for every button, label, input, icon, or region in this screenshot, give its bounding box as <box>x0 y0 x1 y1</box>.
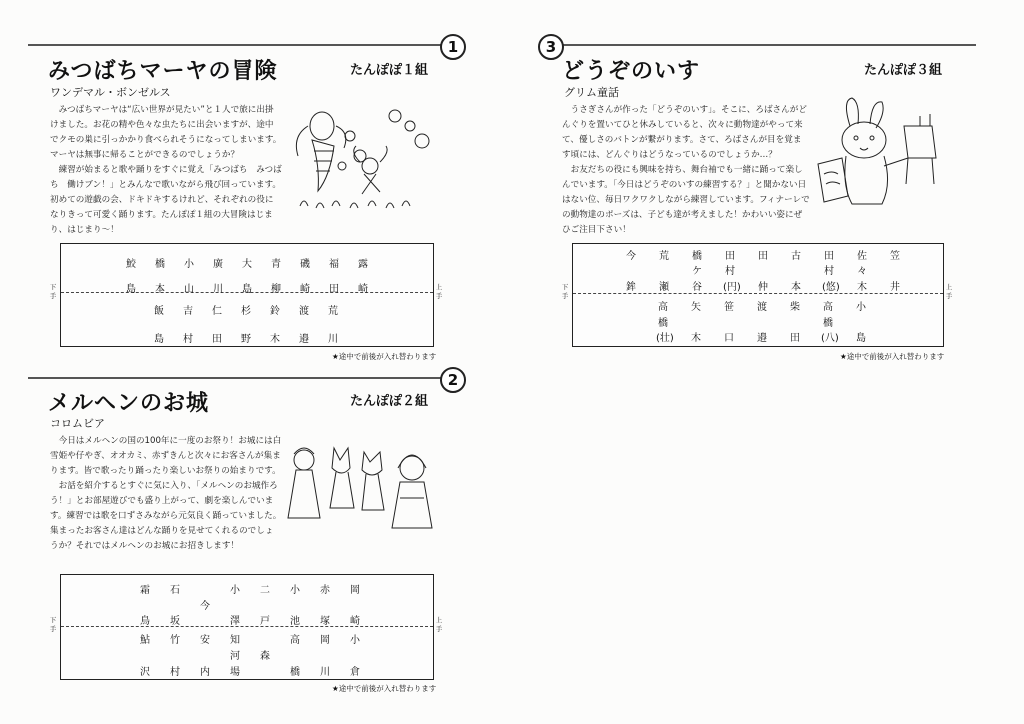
stage-name-cell: 鳥 <box>140 616 150 627</box>
stage-name-cell: 島 <box>242 284 252 295</box>
section-3-rule <box>548 44 976 46</box>
fairytale-characters-illustration <box>282 438 440 538</box>
stage-name-cell: 高 <box>823 302 833 313</box>
stage-name-cell: 瀬 <box>659 282 669 293</box>
stage-name-cell: 安 <box>200 635 210 646</box>
stage-name-cell: 内 <box>200 667 210 678</box>
stage-name-cell: 鮫 <box>126 259 136 270</box>
section-1-paragraph-1: みつばちマーヤは“広い世界が見たい”と１人で旅に出掛けました。お花の精や色々な虫たちに出会いますが、途中でクモの巣に引っかかり食べられそうになってしまいます。マーヤは無事に帰ることができるのでしょうか？ <box>50 105 282 160</box>
stage-name-cell: 橋 <box>823 318 833 329</box>
section-2-stage-note: ★途中で前後が入れ替わります <box>332 684 437 693</box>
stage-name-cell: 倉 <box>350 667 360 678</box>
stage-name-cell: 島 <box>154 334 164 345</box>
stage-name-cell: 二 <box>260 585 270 596</box>
section-1-number-badge: 1 <box>440 34 466 60</box>
stage-name-cell: 大 <box>242 259 252 270</box>
stage-name-cell: 今 <box>200 601 210 612</box>
stage-name-cell: 橋 <box>290 667 300 678</box>
stage-name-cell: 今 <box>626 251 636 262</box>
section-3-paragraph-2: お友だちの役にも興味を持ち、舞台袖でも一緒に踊って楽しんでいます。「今日はどうぞのいすの練習する？」と聞かない日はない位、毎日ワクワクしながら練習しています。フィナーレでの動物達のポーズは、子ども達が考えました！かわいい姿にぜひご注目下さい！ <box>562 165 810 235</box>
section-2-rule <box>28 377 448 379</box>
section-2-stage-left-label: 下手 <box>49 616 57 633</box>
stage-name-cell: 村 <box>824 266 834 277</box>
stage-name-cell: 田 <box>758 251 768 262</box>
stage-name-cell: 島 <box>856 333 866 344</box>
section-3-stage-divider <box>573 293 943 294</box>
stage-name-cell: 高 <box>290 635 300 646</box>
section-2-stage-chart <box>60 574 434 680</box>
stage-name-cell: 森 <box>260 651 270 662</box>
stage-name-cell: ケ <box>692 266 702 277</box>
stage-name-cell: 田 <box>212 334 222 345</box>
stage-name-cell: 塚 <box>320 616 330 627</box>
stage-name-cell: 鈴 <box>270 306 280 317</box>
stage-name-cell: 小 <box>856 302 866 313</box>
stage-name-cell: (円) <box>723 282 741 293</box>
stage-name-cell: 小 <box>290 585 300 596</box>
stage-name-cell: 露 <box>358 259 368 270</box>
stage-name-cell: (悠) <box>822 282 840 293</box>
stage-name-cell: 崎 <box>350 616 360 627</box>
section-2-group: たんぽぽ２組 <box>350 394 429 409</box>
stage-name-cell: 佐 <box>857 251 867 262</box>
stage-name-cell: 田 <box>824 251 834 262</box>
stage-name-cell: 橋 <box>692 251 702 262</box>
stage-name-cell: 岡 <box>350 585 360 596</box>
section-1-stage-chart <box>60 243 434 347</box>
stage-name-cell: 橋 <box>658 318 668 329</box>
stage-name-cell: 笹 <box>724 302 734 313</box>
stage-name-cell: 戸 <box>260 616 270 627</box>
stage-name-cell: 邉 <box>757 333 767 344</box>
section-3-stage-chart <box>572 243 944 347</box>
stage-name-cell: 柴 <box>790 302 800 313</box>
stage-name-cell: 木 <box>270 334 280 345</box>
stage-name-cell: 川 <box>213 284 223 295</box>
stage-name-cell: 口 <box>724 333 734 344</box>
rabbit-chair-illustration <box>812 96 960 214</box>
section-3-group: たんぽぽ３組 <box>864 63 943 78</box>
stage-name-cell: 竹 <box>170 635 180 646</box>
stage-name-cell: 鮎 <box>140 635 150 646</box>
stage-name-cell: 小 <box>350 635 360 646</box>
stage-name-cell: 野 <box>241 334 251 345</box>
stage-name-cell: 古 <box>791 251 801 262</box>
section-1-stage-left-label: 下手 <box>49 283 57 300</box>
stage-name-cell: 岡 <box>320 635 330 646</box>
stage-name-cell: 崎 <box>358 284 368 295</box>
stage-name-cell: 村 <box>183 334 193 345</box>
stage-name-cell: 山 <box>184 284 194 295</box>
section-1-group: たんぽぽ１組 <box>350 63 429 78</box>
stage-name-cell: 吉 <box>183 306 193 317</box>
stage-name-cell: 磯 <box>300 259 310 270</box>
section-3-paragraph-1: うさぎさんが作った「どうぞのいす」。そこに、ろばさんがどんぐりを置いてひと休みしていると、次々に動物達がやって来て、優しさのバトンが繋がります。さて、ろばさんが目を覚ます頃には、どんぐりはどうなっているのでしょうか…？ <box>562 105 807 160</box>
stage-name-cell: (壮) <box>656 333 674 344</box>
stage-name-cell: 仁 <box>212 306 222 317</box>
stage-name-cell: 田 <box>790 333 800 344</box>
section-3-stage-left-label: 下手 <box>561 283 569 300</box>
section-1-body <box>50 103 282 238</box>
stage-name-cell: 高 <box>658 302 668 313</box>
stage-name-cell: 渡 <box>299 306 309 317</box>
stage-name-cell: 飯 <box>154 306 164 317</box>
stage-name-cell: 仲 <box>758 282 768 293</box>
section-3-stage-note: ★途中で前後が入れ替わります <box>840 352 945 361</box>
stage-name-cell: 柳 <box>271 284 281 295</box>
section-1-author: ワンデマル・ボンゼルス <box>50 86 171 99</box>
section-1-title: みつばちマーヤの冒険 <box>48 59 278 84</box>
stage-name-cell: 池 <box>290 616 300 627</box>
stage-name-cell: 河 <box>230 651 240 662</box>
stage-name-cell: 霜 <box>140 585 150 596</box>
section-1-rule <box>28 44 448 46</box>
stage-name-cell: 場 <box>230 667 240 678</box>
stage-name-cell: 田 <box>725 251 735 262</box>
section-3-number-badge: 3 <box>538 34 564 60</box>
stage-name-cell: 橋 <box>155 259 165 270</box>
stage-name-cell: 井 <box>890 282 900 293</box>
stage-name-cell: 知 <box>230 635 240 646</box>
section-1-stage-right-label: 上手 <box>435 283 443 300</box>
stage-name-cell: 崎 <box>300 284 310 295</box>
stage-name-cell: 邉 <box>299 334 309 345</box>
stage-name-cell: 石 <box>170 585 180 596</box>
stage-name-cell: 廣 <box>213 259 223 270</box>
stage-name-cell: 荒 <box>328 306 338 317</box>
stage-name-cell: 谷 <box>692 282 702 293</box>
stage-name-cell: 々 <box>857 266 867 277</box>
stage-name-cell: 鉾 <box>626 282 636 293</box>
stage-name-cell: 木 <box>857 282 867 293</box>
section-2-stage-divider <box>61 626 433 627</box>
stage-name-cell: 赤 <box>320 585 330 596</box>
stage-name-cell: 坂 <box>170 616 180 627</box>
section-2-stage-right-label: 上手 <box>435 616 443 633</box>
stage-name-cell: 本 <box>155 284 165 295</box>
section-2-author: コロムビア <box>50 417 105 430</box>
stage-name-cell: 杉 <box>241 306 251 317</box>
stage-name-cell: 木 <box>691 333 701 344</box>
section-3-stage-right-label: 上手 <box>945 283 953 300</box>
section-3-author: グリム童話 <box>564 86 619 99</box>
section-1-stage-note: ★途中で前後が入れ替わります <box>332 352 437 361</box>
stage-name-cell: 矢 <box>691 302 701 313</box>
stage-name-cell: 村 <box>725 266 735 277</box>
bee-drawing-illustration <box>290 96 438 216</box>
section-3-body <box>562 103 810 238</box>
section-2-number-badge: 2 <box>440 367 466 393</box>
stage-name-cell: 青 <box>271 259 281 270</box>
stage-name-cell: 島 <box>126 284 136 295</box>
stage-name-cell: 小 <box>184 259 194 270</box>
section-1-paragraph-2: 練習が始まると歌や踊りをすぐに覚え「みつばち みつばち 働けブン！」とみんなで歌いながら飛び回っています。初めての遊戯の会、ドキドキするけれど、それぞれの役になりきって可愛く踊ります。たんぽぽ１組の大冒険はじまり、はじまり〜！ <box>50 165 282 235</box>
stage-name-cell: 本 <box>791 282 801 293</box>
section-2-paragraph-2: お話を紹介するとすぐに気に入り、「メルヘンのお城作ろう！」とお部屋遊びでも盛り上がって、劇を楽しんでいます。練習では歌を口ずさみながら元気良く踊っていました。集まったお客さん達はどんな踊りを見せてくれるのでしょうか？それではメルヘンのお城にお招きします！ <box>50 481 282 551</box>
stage-name-cell: 田 <box>329 284 339 295</box>
stage-name-cell: 笠 <box>890 251 900 262</box>
stage-name-cell: 澤 <box>230 616 240 627</box>
section-2-paragraph-1: 今日はメルヘンの国の100年に一度のお祭り！お城には白雪姫や仔やぎ、オオカミ、赤ずきんと次々にお客さんが集まります。皆で歌ったり踊ったり楽しいお祭りの始まりです。 <box>50 436 282 476</box>
section-2-body <box>50 434 282 554</box>
stage-name-cell: 荒 <box>659 251 669 262</box>
stage-name-cell: 川 <box>328 334 338 345</box>
stage-name-cell: 村 <box>170 667 180 678</box>
stage-name-cell: 川 <box>320 667 330 678</box>
stage-name-cell: 渡 <box>757 302 767 313</box>
stage-name-cell: (八) <box>821 333 839 344</box>
stage-name-cell: 福 <box>329 259 339 270</box>
stage-name-cell: 小 <box>230 585 240 596</box>
section-2-title: メルヘンのお城 <box>48 391 210 416</box>
stage-name-cell: 沢 <box>140 667 150 678</box>
section-3-title: どうぞのいす <box>562 59 701 84</box>
